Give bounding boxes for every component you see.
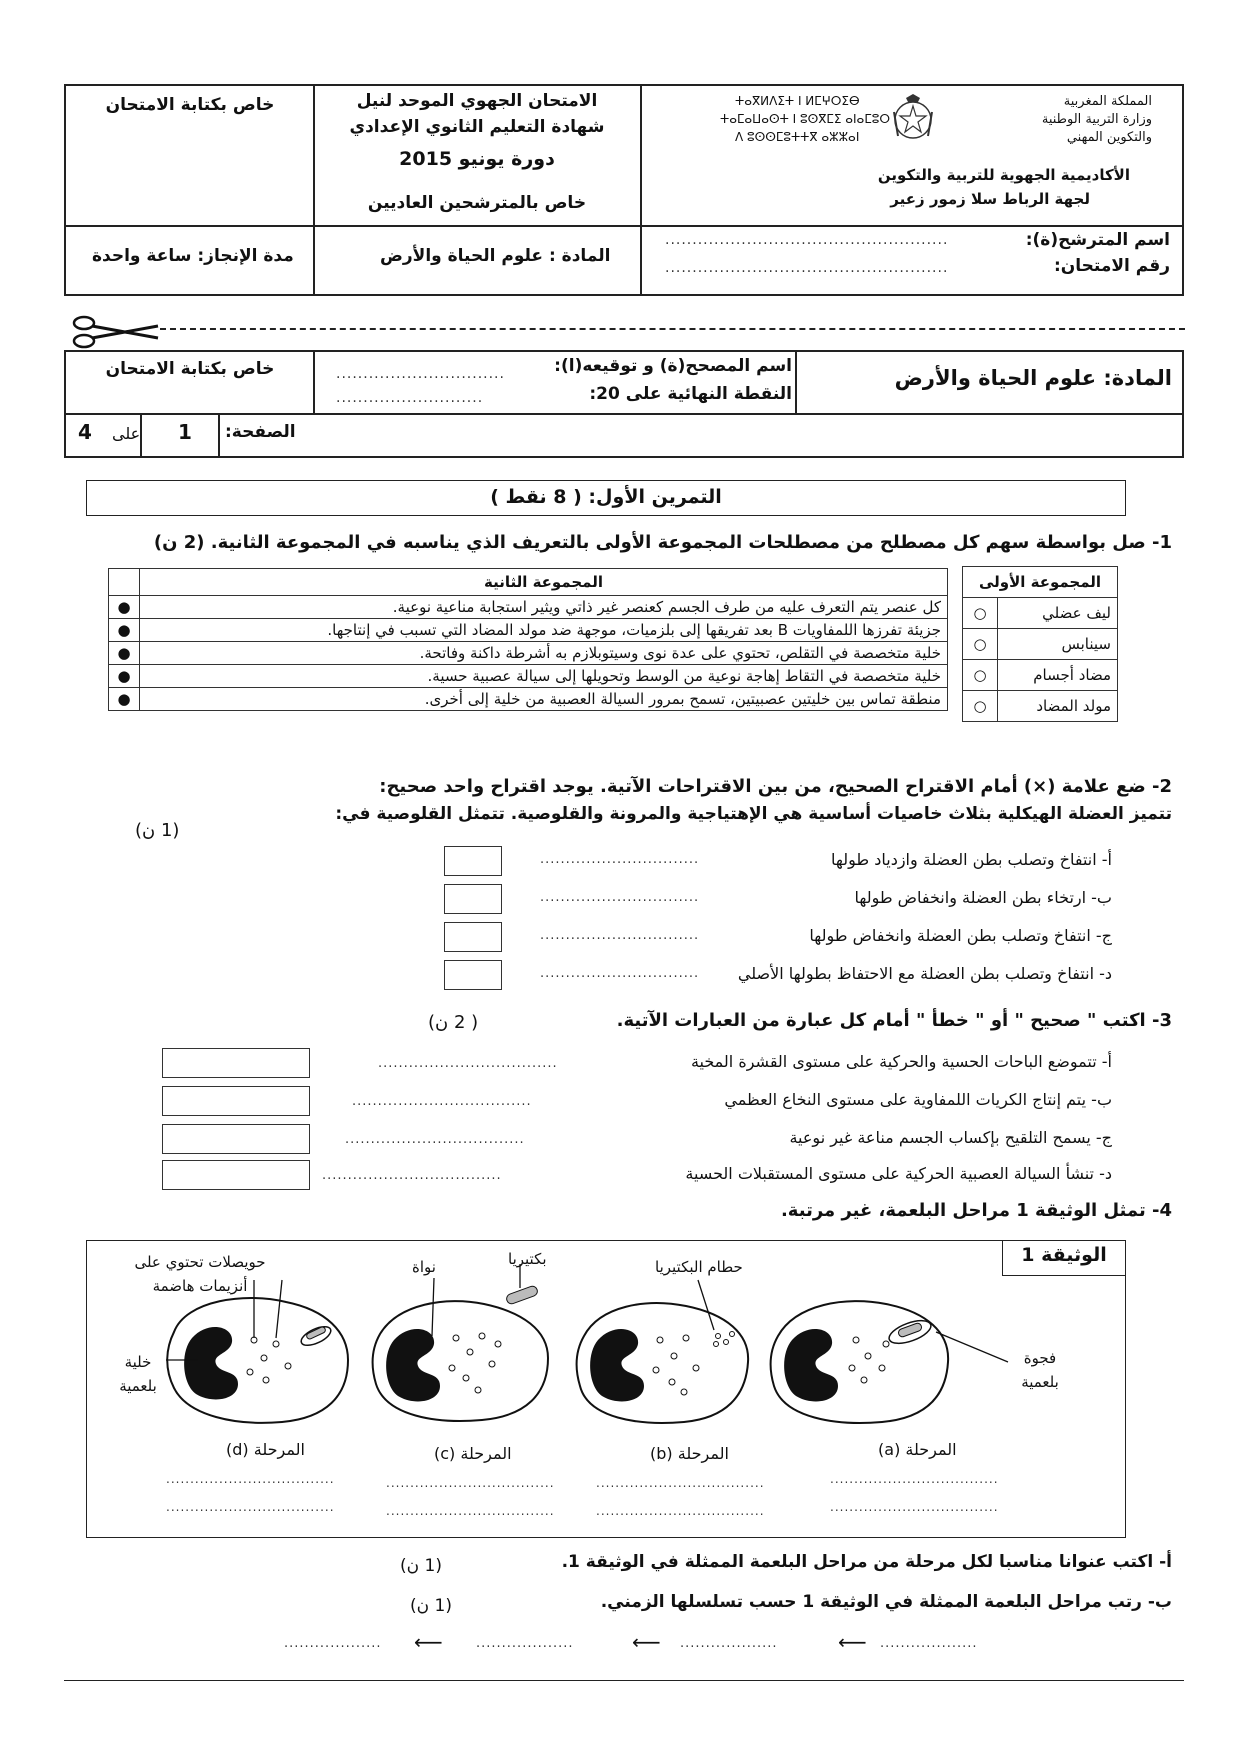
q2-option-c: ج- انتفاخ وتصلب بطن العضلة وانخفاض طولها [809,926,1112,945]
tifinagh-3: ⴷ ⵓⵙⵙⵎⵓⵜⵜⴳ ⴰⵣⵣⴰⵏ [735,130,860,144]
q2-option-a: أ- انتفاخ وتصلب بطن العضلة وازدياد طولها [831,850,1112,869]
group1-item-2: سينابس [998,629,1118,660]
subject-label: المادة : علوم الحياة والأرض [380,246,611,266]
q2-checkbox-b[interactable] [444,884,502,914]
tifinagh-2: ⵜⴰⵎⴰⵡⴰⵙⵜ ⵏ ⵓⵙⴳⵎⵉ ⴰⵏⴰⵎⵓⵔ [720,112,891,126]
final-grade-label: النقطة النهائية على 20: [589,384,792,404]
header-divider-h [64,225,1184,227]
stage-b-caption: المرحلة (b) [650,1444,729,1463]
header-divider-v1 [313,84,315,296]
arrow-icon: ⟵ [414,1630,443,1654]
arrow-icon: ⟵ [632,1630,661,1654]
question-3: 3- اكتب " صحيح " أو " خطأ " أمام كل عبارة من العبارات الآتية. [616,1010,1172,1031]
label-cell: خلية بلعمية [119,1353,157,1395]
header-divider-v2 [640,84,642,296]
question-4a-points: (1 ن) [400,1556,442,1576]
label-nucleus: نواة [412,1258,436,1276]
final-grade-dots[interactable]: ........................... [336,390,484,406]
stage-d-caption: المرحلة (d) [226,1440,305,1459]
page-of: على [112,424,141,443]
bullet-icon[interactable]: ● [109,665,140,688]
order-slot-3[interactable]: ................... [476,1636,574,1651]
question-2-points: (1 ن) [135,820,180,841]
q2-option-b: ب- ارتخاء بطن العضلة وانخفاض طولها [854,888,1112,907]
question-3-points: ( 2 ن) [428,1012,479,1033]
group1-item-4: مولد المضاد [998,691,1118,722]
page-label: الصفحة: [225,422,296,442]
academy-1: الأكاديمية الجهوية للتربية والتكوين [877,166,1130,184]
group2-item-3: خلية متخصصة في التقلص، تحتوي على عدة نوى وسيتوبلازم به أشرطة داكنة وفاتحة. [140,642,948,665]
q2-checkbox-d[interactable] [444,960,502,990]
group2-item-2: جزيئة تفرزها اللمفاويات B بعد تفريقها إلى بلزميات، موجهة ضد مولد المضاد التي تسبب في إنتاجها. [140,619,948,642]
circle-icon[interactable]: ○ [963,598,998,629]
q2-option-d-dots: ............................... [540,966,700,981]
question-4a: أ- اكتب عنوانا مناسبا لكل مرحلة من مراحل البلعمة الممثلة في الوثيقة 1. [561,1552,1172,1572]
label-vesicles: حويصلات تحتوي على أنزيمات هاضمة [134,1253,266,1295]
cell-stage-d [166,1280,348,1423]
page-total: 4 [78,420,92,444]
exam-office-label: خاص بكتابة الامتحان [105,95,275,115]
second-exam-office: خاص بكتابة الامتحان [105,359,275,379]
circle-icon[interactable]: ○ [963,691,998,722]
second-subject-label: المادة: علوم الحياة والأرض [894,366,1172,390]
group2-item-1: كل عنصر يتم التعرف عليه من طرف الجسم كعنصر غير ذاتي ويثير استجابة مناعية نوعية. [140,596,948,619]
q3-statement-c-dots: ................................... [345,1132,525,1147]
phagocytosis-diagram [86,1240,1126,1538]
bullet-icon[interactable]: ● [109,688,140,711]
stage-a-caption: المرحلة (a) [878,1440,957,1459]
corrector-label: اسم المصحح(ة) و توقيعه(ا): [554,356,792,376]
morocco-emblem-icon [888,94,938,146]
question-2-line1: 2- ضع علامة (×) أمام الاقتراح الصحيح، من بين الاقتراحات الآتية. يوجد اقتراح واحد صحيح: [379,776,1172,797]
q3-statement-b: ب- يتم إنتاج الكريات اللمفاوية على مستوى النخاع العظمي [724,1090,1112,1109]
group1-item-1: ليف عضلي [998,598,1118,629]
q2-option-b-dots: ............................... [540,890,700,905]
candidate-name-dots[interactable]: .................................................... [665,232,949,248]
stage-d-dots-1[interactable]: ................................... [166,1472,335,1486]
stage-c-dots-1[interactable]: ................................... [386,1476,555,1490]
q2-checkbox-c[interactable] [444,922,502,952]
page-cell-v2 [218,413,220,458]
arrow-icon: ⟵ [838,1630,867,1654]
q3-answer-b[interactable] [162,1086,310,1116]
group2-item-4: خلية متخصصة في التقاط إهاجة نوعية من الوسط وتحويلها إلى سيالة عصبية حسية. [140,665,948,688]
group2-table [108,568,948,711]
second-header-divider-h [64,413,1184,415]
ministry-ar-2: وزارة التربية الوطنية [1041,112,1152,127]
page-number: 1 [178,420,192,444]
ministry-ar-1: المملكة المغربية [1063,94,1152,109]
page-cell-v1 [140,413,142,458]
order-slot-4[interactable]: ................... [284,1636,382,1651]
second-header-v2 [795,350,797,413]
group1-table [962,566,1118,722]
label-debris: حطام البكتيريا [655,1258,743,1276]
q2-option-d: د- انتفاخ وتصلب بطن العضلة مع الاحتفاظ بطولها الأصلي [737,964,1112,983]
circle-icon[interactable]: ○ [963,629,998,660]
stage-a-dots-2[interactable]: ................................... [830,1500,999,1514]
group2-item-5: منطقة تماس بين خليتين عصبيتين، تسمح بمرور السيالة العصبية من خلية إلى أخرى. [140,688,948,711]
bullet-icon[interactable]: ● [109,596,140,619]
exam-number-dots[interactable]: .................................................... [665,260,949,276]
circle-icon[interactable]: ○ [963,660,998,691]
exercise-title: التمرين الأول: ( 8 نقط ) [490,486,722,508]
group1-header: المجموعة الأولى [963,567,1118,598]
q3-statement-c: ج- يسمح التلقيح بإكساب الجسم مناعة غير نوعية [789,1128,1112,1147]
second-header-v1 [313,350,315,413]
q3-statement-a-dots: ................................... [378,1056,558,1071]
label-vacuole: فجوة بلعمية [1021,1349,1059,1391]
candidate-name-label: اسم المترشح(ة): [1025,230,1170,250]
q3-statement-d-dots: ................................... [322,1168,502,1183]
exam-title-2: شهادة التعليم الثانوي الإعدادي [349,117,605,137]
question-4b: ب- رتب مراحل البلعمة الممثلة في الوثيقة 1 حسب تسلسلها الزمني. [600,1592,1172,1612]
cut-line [160,328,1185,330]
label-bacteria: بكتيريا [508,1250,547,1268]
exam-title-1: الامتحان الجهوي الموحد لنيل [356,91,598,111]
academy-2: لجهة الرباط سلا زمور زعير [890,190,1090,208]
q3-answer-c[interactable] [162,1124,310,1154]
scissors-icon [70,312,160,352]
stage-b-dots-1[interactable]: ................................... [596,1476,765,1490]
q3-statement-b-dots: ................................... [352,1094,532,1109]
q3-statement-d: د- تنشأ السيالة العصبية الحركية على مستوى المستقبلات الحسية [685,1164,1112,1183]
cell-stage-c [373,1264,548,1421]
cell-stage-a [771,1301,1008,1423]
question-2-line2: تتميز العضلة الهيكلية بثلاث خاصيات أساسية هي الإهتياجية والمرونة والقلوصية. تتمثل القلوصية في: [335,804,1172,824]
exam-number-label: رقم الامتحان: [1053,256,1170,276]
q3-statement-a: أ- تتموضع الباحات الحسية والحركية على مستوى القشرة المخية [690,1052,1112,1071]
order-slot-1[interactable]: ................... [880,1636,978,1651]
q3-answer-d[interactable] [162,1160,310,1190]
cell-stage-b [577,1280,749,1423]
stage-c-dots-2[interactable]: ................................... [386,1504,555,1518]
q2-option-a-dots: ............................... [540,852,700,867]
stage-d-dots-2[interactable]: ................................... [166,1500,335,1514]
stage-b-dots-2[interactable]: ................................... [596,1504,765,1518]
document-1-title: الوثيقة 1 [1021,1244,1107,1266]
exam-session: دورة يونيو 2015 [399,148,555,170]
exam-candidates: خاص بالمترشحين العاديين [367,193,587,213]
question-1: 1- صل بواسطة سهم كل مصطلح من مصطلحات المجموعة الأولى بالتعريف الذي يناسبه في المجموعة الثانية. (2 ن) [153,532,1172,553]
question-4: 4- تمثل الوثيقة 1 مراحل البلعمة، غير مرتبة. [780,1200,1172,1221]
q2-checkbox-a[interactable] [444,846,502,876]
bullet-icon[interactable]: ● [109,619,140,642]
corrector-dots[interactable]: ............................... [336,366,505,382]
stage-c-caption: المرحلة (c) [434,1444,512,1463]
group2-header: المجموعة الثانية [140,569,948,596]
ministry-ar-3: والتكوين المهني [1066,130,1152,145]
order-slot-2[interactable]: ................... [680,1636,778,1651]
q3-answer-a[interactable] [162,1048,310,1078]
stage-a-dots-1[interactable]: ................................... [830,1472,999,1486]
duration-label: مدة الإنجاز: ساعة واحدة [92,246,294,266]
tifinagh-1: ⵜⴰⴳⵍⴷⵉⵜ ⵏ ⵍⵎⵖⵔⵉⴱ [735,94,860,108]
group1-item-3: مضاد أجسام [998,660,1118,691]
bullet-icon[interactable]: ● [109,642,140,665]
bottom-rule [64,1680,1184,1681]
question-4b-points: (1 ن) [410,1596,452,1616]
q2-option-c-dots: ............................... [540,928,700,943]
